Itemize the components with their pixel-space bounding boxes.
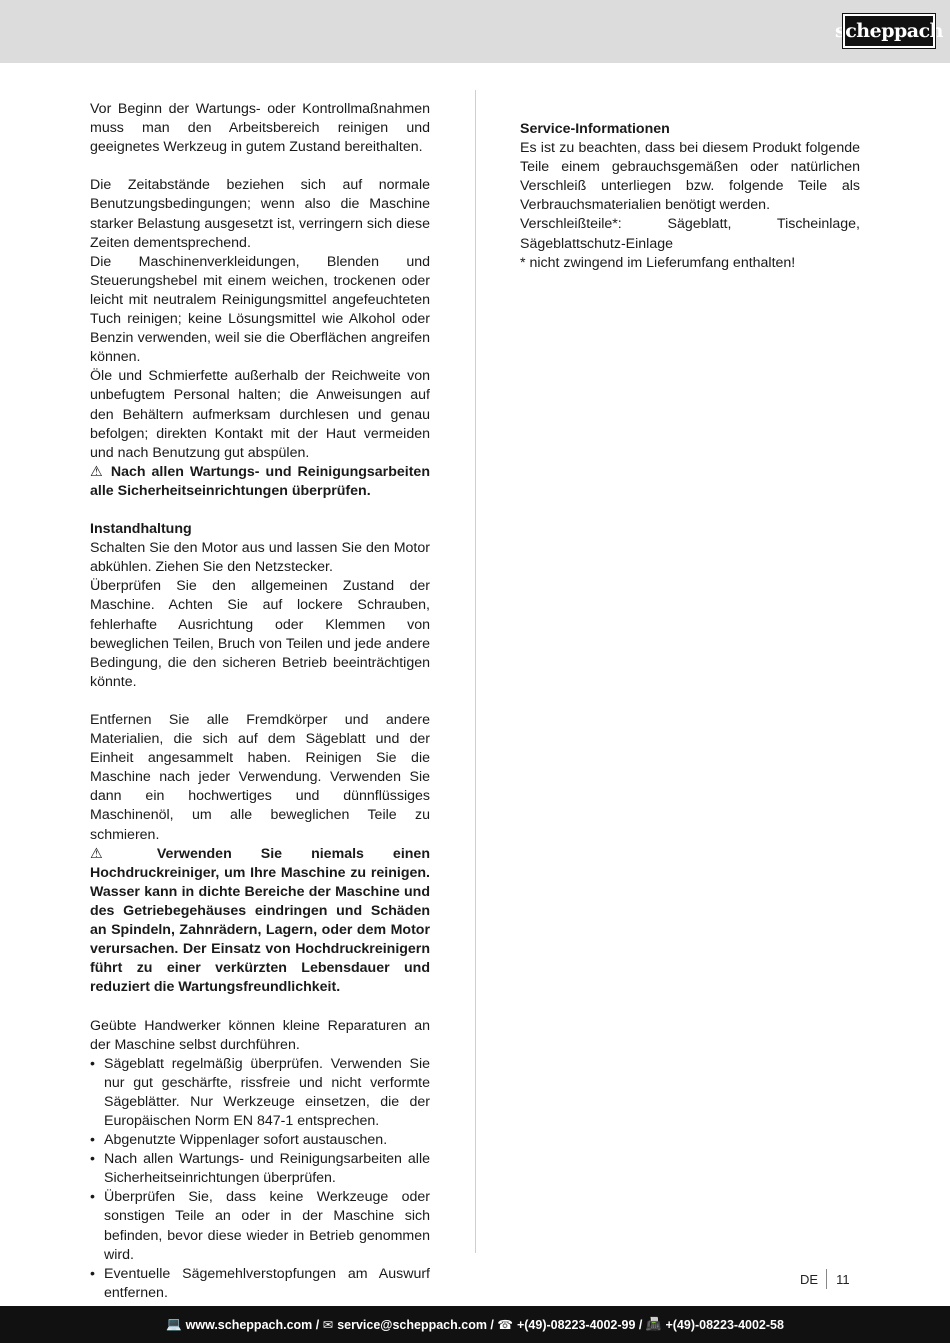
section-heading: Instandhaltung <box>90 521 192 538</box>
warning-icon: ⚠ <box>90 845 157 862</box>
list-item: • Nach allen Wartungs- und Reinigungsarbeiten alle Sicherheitseinrichtungen überprüfen. <box>90 1150 430 1188</box>
paragraph: Geübte Handwerker können kleine Reparaturen an der Maschine selbst durchführen. <box>90 1017 430 1053</box>
page-footer: 💻 www.scheppach.com / ✉ service@scheppach.com / ☎ +(49)-08223-4002-99 / 📠 +(49)-08223-4002-58 <box>0 1306 950 1343</box>
left-column <box>90 100 430 1303</box>
section-heading: Service-Informationen <box>520 121 670 137</box>
fax-icon: 📠 <box>645 1317 662 1331</box>
page-header <box>0 0 950 63</box>
warning-icon: ⚠ <box>90 463 111 480</box>
paragraph: Schalten Sie den Motor aus und lassen Sie den Motor abkühlen. Ziehen Sie den Netzstecker. <box>90 540 430 576</box>
logo-text: scheppach <box>835 20 943 42</box>
paragraph: Überprüfen Sie den allgemeinen Zustand der Maschine. Achten Sie auf lockere Schrauben, fehlerhafte Ausrichtung oder Klemmen von beweglichen Teilen, Bruch von Teilen und jede andere Bedingung, die den sicheren Betrieb beeinträchtigen könnte. <box>90 578 430 690</box>
warning-text: Verwenden Sie niemals einen Hochdruckreiniger, um Ihre Maschine zu reinigen. Wasser kann in dichte Bereiche der Maschine und des Getriebegehäuses eindringen und Schäden an Spindeln, Zahnrädern, Lagern, oder dem Motor verursachen. Der Einsatz von Hochdruckreinigern führt zu einer verkürzten Lebensdauer und reduziert die Wartungsfreundlichkeit. <box>90 845 430 996</box>
mail-icon: ✉ <box>322 1318 334 1332</box>
column-divider <box>475 90 476 1253</box>
paragraph: Vor Beginn der Wartungs- oder Kontrollmaßnahmen muss man den Arbeitsbereich reinigen und geeignetes Werkzeug in gutem Zustand bereithalten. <box>90 101 430 156</box>
computer-icon: 💻 <box>166 1317 182 1331</box>
footer-phone: +(49)-08223-4002-99 <box>516 1317 636 1332</box>
footer-website: www.scheppach.com <box>185 1317 313 1332</box>
language-code: DE <box>800 1271 819 1287</box>
page-number: 11 <box>836 1271 850 1287</box>
paragraph: * nicht zwingend im Lieferumfang enthalten! <box>520 254 796 271</box>
paragraph: Verschleißteile*: Sägeblatt, Tischeinlage, Sägeblattschutz-Einlage <box>520 216 860 252</box>
footer-fax: +(49)-08223-4002-58 <box>665 1317 784 1332</box>
warning-paragraph <box>90 463 430 501</box>
paragraph: Öle und Schmierfette außerhalb der Reichweite von unbefugtem Personal halten; die Anweisungen auf den Behältern aufmerksam durchlesen und genau befolgen; direkten Kontakt mit der Haut vermeiden und nach Benutzung gut abspülen. <box>90 368 430 461</box>
phone-icon: ☎ <box>497 1318 513 1332</box>
list-item: • Eventuelle Sägemehlverstopfungen am Auswurf entfernen. <box>90 1265 430 1303</box>
page-number-block <box>800 1268 850 1290</box>
scheppach-logo <box>835 14 943 48</box>
list-item: • Sägeblatt regelmäßig überprüfen. Verwenden Sie nur gut geschärfte, rissfreie und nicht verformte Sägeblätter. Nur Werkzeuge einsetzen, die der Europäischen Norm EN 847-1 entsprechen. <box>90 1055 430 1131</box>
warning-text: Nach allen Wartungs- und Reinigungsarbeiten alle Sicherheitseinrichtungen überprüfen. <box>90 463 430 499</box>
maintenance-list <box>90 1055 430 1303</box>
warning-paragraph <box>90 845 430 998</box>
list-item: • Abgenutzte Wippenlager sofort austauschen. <box>90 1131 430 1150</box>
paragraph: Entfernen Sie alle Fremdkörper und andere Materialien, die sich auf dem Sägeblatt und der Einheit angesammelt haben. Reinigen Sie die Maschine nach jeder Verwendung. Verwenden Sie dann ein hochwertiges und dünnflüssiges Maschinenöl, um alle beweglichen Teile zu schmieren. <box>90 712 430 843</box>
right-column <box>520 120 860 273</box>
list-item: • Überprüfen Sie, dass keine Werkzeuge oder sonstigen Teile an oder in der Maschine sich befinden, bevor diese wieder in Betrieb genommen wird. <box>90 1188 430 1264</box>
page-number-separator <box>826 1269 827 1289</box>
paragraph: Die Maschinenverkleidungen, Blenden und Steuerungshebel mit einem weichen, trockenen oder leicht mit neutralem Reinigungsmittel angefeuchteten Tuch reinigen; keine Lösungsmittel wie Alkohol oder Benzin verwenden, weil sie die Oberflächen angreifen können. <box>90 253 430 366</box>
paragraph: Es ist zu beachten, dass bei diesem Produkt folgende Teile einem gebrauchsgemäßen oder natürlichen Verschleiß unterliegen bzw. folgende Teile als Verbrauchsmaterialien benötigt werden. <box>520 140 860 214</box>
paragraph: Die Zeitabstände beziehen sich auf normale Benutzungsbedingungen; wenn also die Maschine starker Belastung ausgesetzt ist, verringern sich diese Zeiten dementsprechend. <box>90 177 430 251</box>
footer-email: service@scheppach.com <box>337 1317 487 1332</box>
